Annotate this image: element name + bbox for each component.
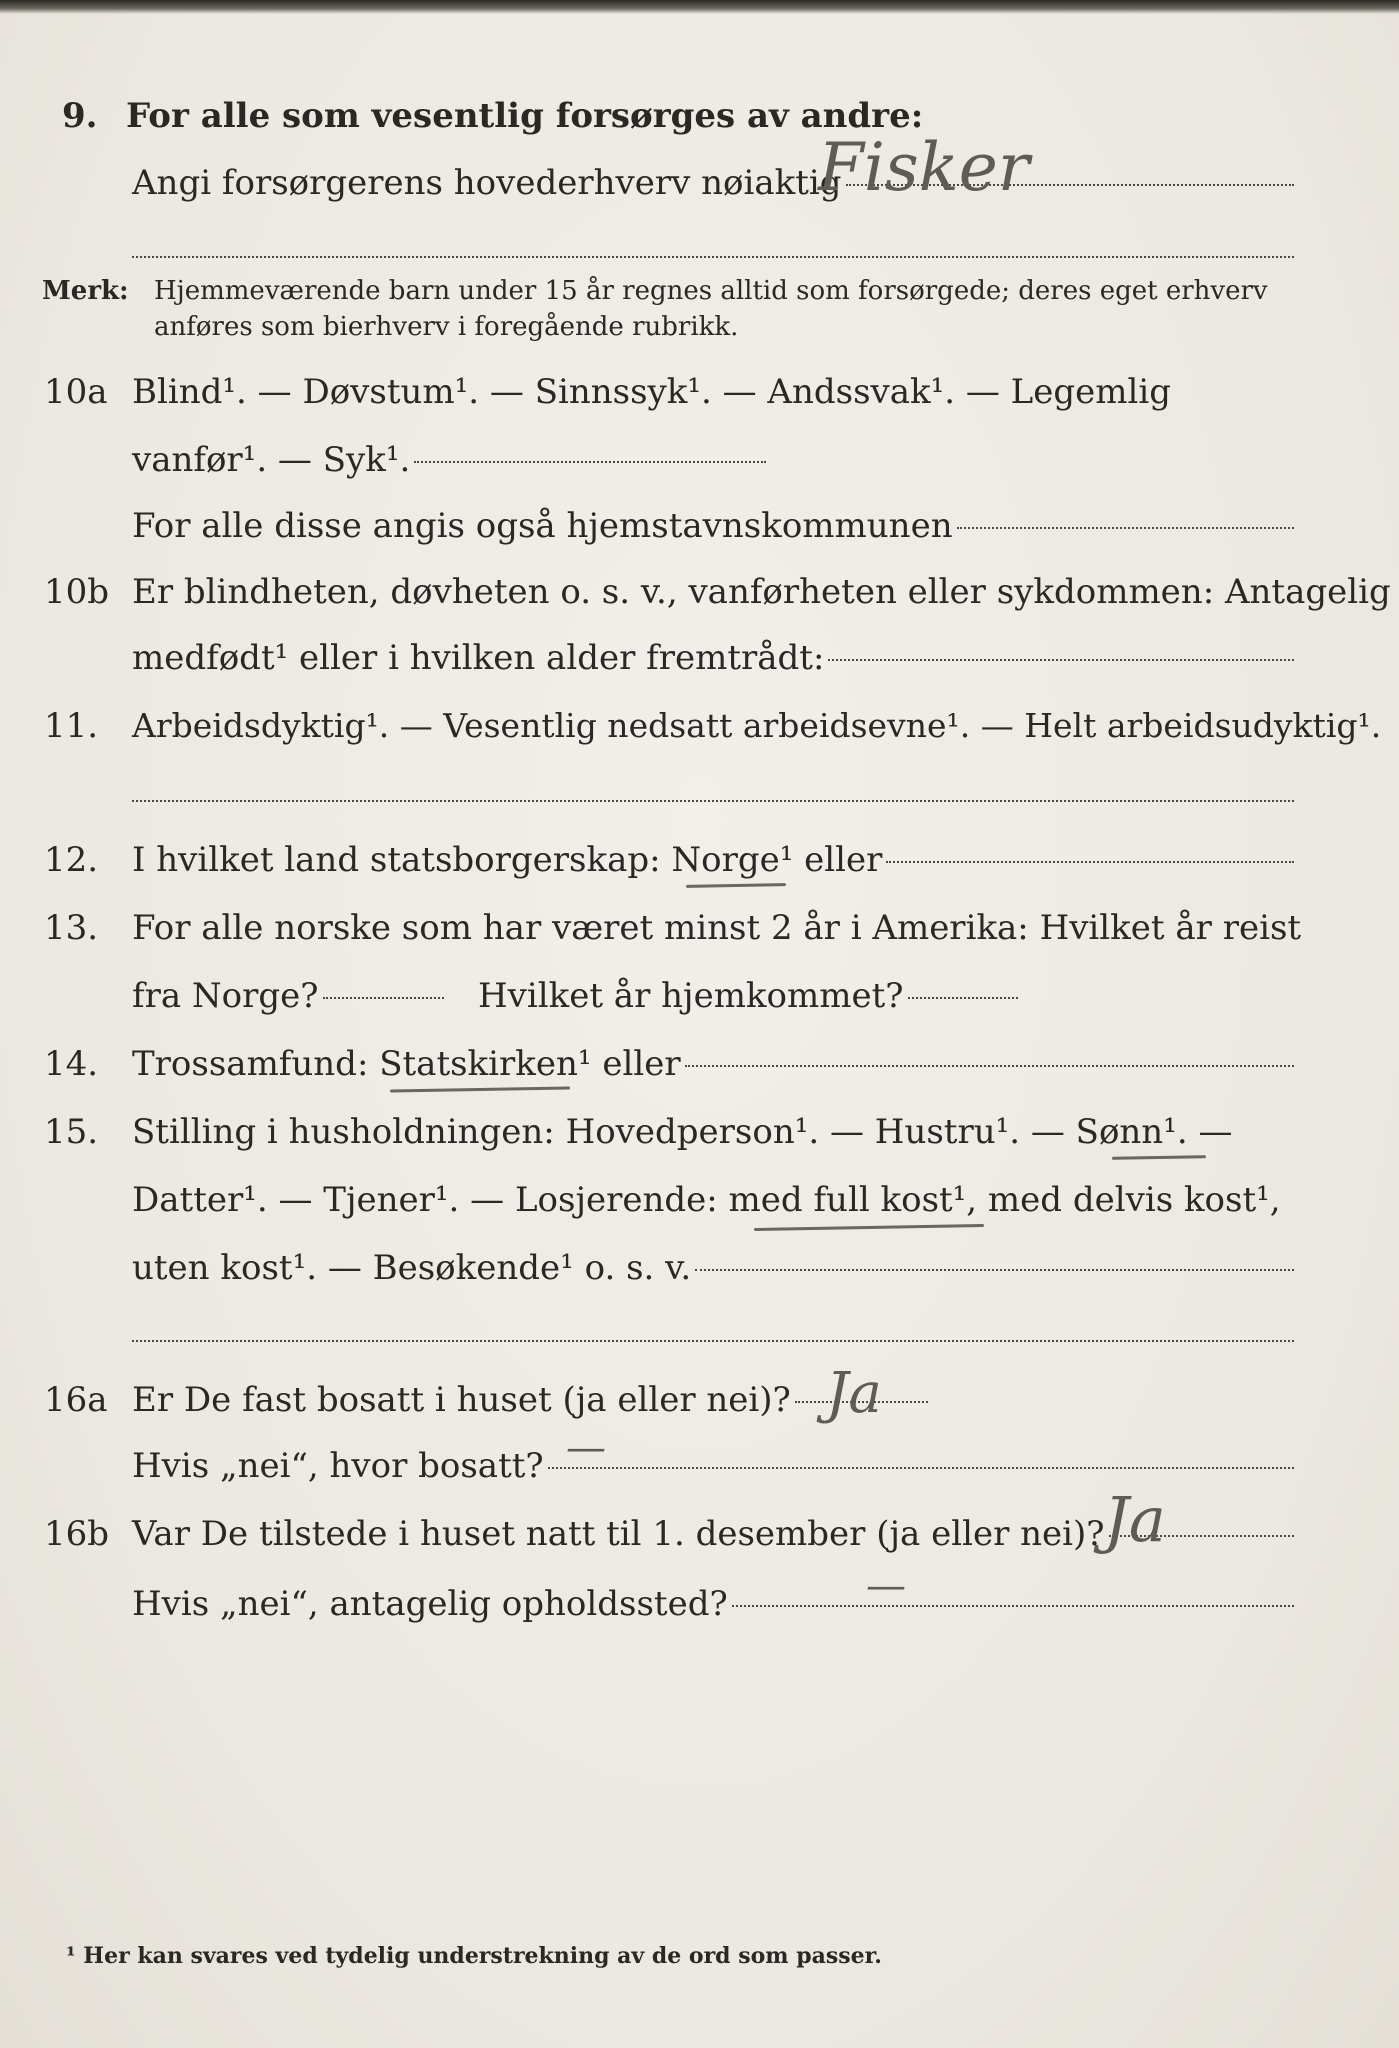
q10b-alder-field[interactable]	[828, 659, 1294, 661]
q10b-line2-row	[132, 638, 1294, 678]
q15-line3-row	[132, 1248, 1294, 1288]
q13-line2b-row	[478, 976, 1018, 1016]
q15-line2: Datter¹. — Tjener¹. — Losjerende: med full kost¹, med delvis kost¹,	[132, 1180, 1281, 1220]
q10b-number: 10b	[44, 572, 110, 612]
q16a-handwritten-answer2: —	[566, 1425, 606, 1471]
q10a-line2-row	[132, 440, 766, 480]
q10a-line2: vanfør¹. — Syk¹.	[132, 440, 411, 480]
q16a-handwritten-answer1: Ja	[826, 1361, 882, 1426]
q15-sonn-underline	[1112, 1155, 1206, 1160]
q15-stilling-field[interactable]	[695, 1269, 1294, 1271]
q10a-line3-row	[132, 506, 1294, 546]
q13-line2b: Hvilket år hjemkommet?	[478, 976, 904, 1016]
q16b-line1: Var De tilstede i huset natt til 1. desember (ja eller nei)?	[132, 1514, 1105, 1554]
merk-line2: anføres som bierhverv i foregående rubrikk.	[154, 312, 739, 342]
q10a-line1: Blind¹. — Døvstum¹. — Sinnssyk¹. — Andssvak¹. — Legemlig	[132, 372, 1171, 412]
q14-line1: Trossamfund: Statskirken¹ eller	[132, 1044, 681, 1084]
q16a-line2: Hvis „nei“, hvor bosatt?	[132, 1446, 544, 1486]
q16a-line2-row	[132, 1446, 1294, 1486]
footnote: ¹ Her kan svares ved tydelig understrekning av de ord som passer.	[66, 1943, 882, 1969]
q12-land-field[interactable]	[886, 861, 1294, 863]
q13-line2a-row	[132, 976, 444, 1016]
q13-number: 13.	[44, 908, 99, 948]
q13-line1: For alle norske som har været minst 2 år i Amerika: Hvilket år reist	[132, 908, 1302, 948]
q9-line2: Angi forsørgerens hovederhverv nøiaktig	[132, 163, 842, 203]
q16b-handwritten-answer2: —	[866, 1563, 906, 1609]
q9-number: 9.	[62, 96, 98, 136]
q12-number: 12.	[44, 840, 99, 880]
q12-line1: I hvilket land statsborgerskap: Norge¹ eller	[132, 840, 883, 880]
q14-row	[132, 1044, 1294, 1084]
q14-number: 14.	[44, 1044, 99, 1084]
q16b-opholdssted-field[interactable]	[732, 1605, 1294, 1607]
q16b-line2-row	[132, 1584, 1294, 1624]
q16b-number: 16b	[44, 1514, 110, 1554]
q10a-hjemstavn-field[interactable]	[957, 527, 1294, 529]
q14-statskirken-underline	[390, 1086, 570, 1092]
q16a-line1: Er De fast bosatt i huset (ja eller nei)?	[132, 1380, 791, 1420]
q16a-line1-row	[132, 1380, 928, 1420]
q11-extra-line[interactable]	[132, 800, 1294, 802]
q10a-line3: For alle disse angis også hjemstavnskommunen	[132, 506, 953, 546]
q11-line1: Arbeidsdyktig¹. — Vesentlig nedsatt arbeidsevne¹. — Helt arbeidsudyktig¹.	[132, 706, 1382, 745]
q10a-syk-field[interactable]	[414, 461, 766, 463]
merk-line1: Hjemmeværende barn under 15 år regnes alltid som forsørgede; deres eget erhverv	[154, 276, 1268, 306]
q15-line3: uten kost¹. — Besøkende¹ o. s. v.	[132, 1248, 692, 1288]
q16a-hvor-field[interactable]	[548, 1467, 1294, 1469]
q12-norge-underline	[686, 883, 786, 888]
q11-number: 11.	[44, 706, 99, 746]
q13-hjemkommet-field[interactable]	[908, 997, 1019, 999]
q15-number: 15.	[44, 1112, 99, 1152]
q9-line1: For alle som vesentlig forsørges av andre:	[126, 96, 924, 136]
q16a-number: 16a	[44, 1380, 108, 1420]
merk-label: Merk:	[42, 276, 129, 306]
q10b-line1: Er blindheten, døvheten o. s. v., vanførheten eller sykdommen: Antagelig	[132, 572, 1391, 612]
q13-line2a: fra Norge?	[132, 976, 319, 1016]
q16b-line2: Hvis „nei“, antagelig opholdssted?	[132, 1584, 728, 1624]
q15-extra-line[interactable]	[132, 1340, 1294, 1342]
q9-handwritten-answer: Fisker	[818, 129, 1030, 206]
q9-extra-line[interactable]	[132, 256, 1294, 258]
q13-reist-field[interactable]	[323, 997, 444, 999]
q10b-line2: medfødt¹ eller i hvilken alder fremtrådt:	[132, 638, 825, 678]
q14-trossamfund-field[interactable]	[685, 1065, 1294, 1067]
q15-line1: Stilling i husholdningen: Hovedperson¹. — Hustru¹. — Sønn¹. —	[132, 1112, 1233, 1152]
scan-edge	[0, 0, 1399, 14]
q10a-number: 10a	[44, 372, 108, 412]
q12-row	[132, 840, 1294, 880]
q15-fullkost-underline	[754, 1224, 984, 1231]
q16b-handwritten-answer1: Ja	[1104, 1483, 1166, 1556]
q9-line2-row	[132, 163, 1294, 203]
